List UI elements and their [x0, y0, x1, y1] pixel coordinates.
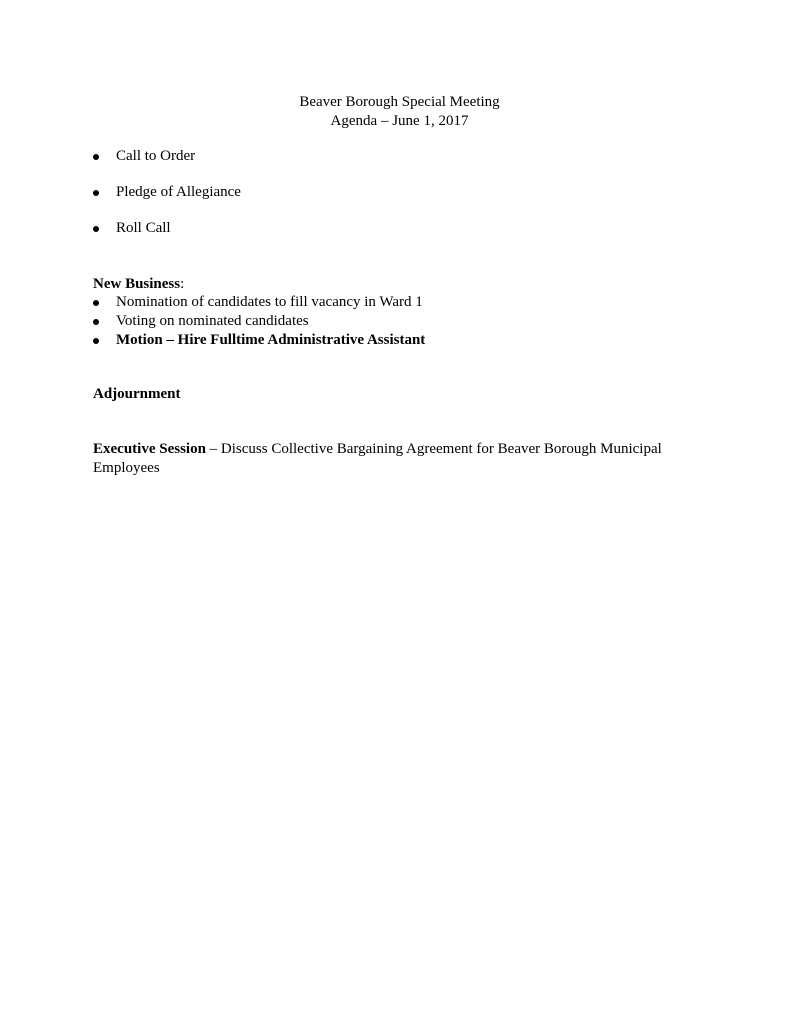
agenda-date: Agenda – June 1, 2017	[330, 113, 469, 129]
bullet-icon	[93, 226, 99, 232]
list-item-text: Roll Call	[116, 220, 171, 236]
bullet-icon	[93, 154, 99, 160]
bullet-icon	[93, 319, 99, 325]
new-business-list	[93, 293, 425, 350]
list-item	[93, 312, 425, 331]
agenda-header	[0, 93, 791, 131]
executive-session-paragraph	[93, 440, 703, 478]
list-item-text: Pledge of Allegiance	[116, 184, 241, 200]
adjournment-heading: Adjournment	[93, 386, 181, 402]
list-item-text: Voting on nominated candidates	[116, 313, 309, 329]
new-business-heading	[93, 275, 184, 294]
meeting-title: Beaver Borough Special Meeting	[299, 94, 500, 110]
list-item-text: Nomination of candidates to fill vacancy in Ward 1	[116, 294, 423, 310]
executive-session-label: Executive Session	[93, 441, 206, 457]
list-item	[93, 183, 241, 202]
opening-items-list	[93, 147, 241, 255]
list-item	[93, 331, 425, 350]
bullet-icon	[93, 338, 99, 344]
new-business-heading-colon: :	[180, 276, 185, 292]
list-item-text: Call to Order	[116, 148, 196, 164]
new-business-heading-text: New Business	[93, 276, 181, 292]
list-item	[93, 147, 241, 166]
motion-item-text: Motion – Hire Fulltime Administrative Assistant	[116, 332, 426, 348]
list-item	[93, 293, 425, 312]
bullet-icon	[93, 300, 99, 306]
bullet-icon	[93, 190, 99, 196]
executive-session-text: – Discuss Collective Bargaining Agreement for Beaver Borough Municipal Employees	[93, 441, 662, 476]
list-item	[93, 219, 241, 238]
